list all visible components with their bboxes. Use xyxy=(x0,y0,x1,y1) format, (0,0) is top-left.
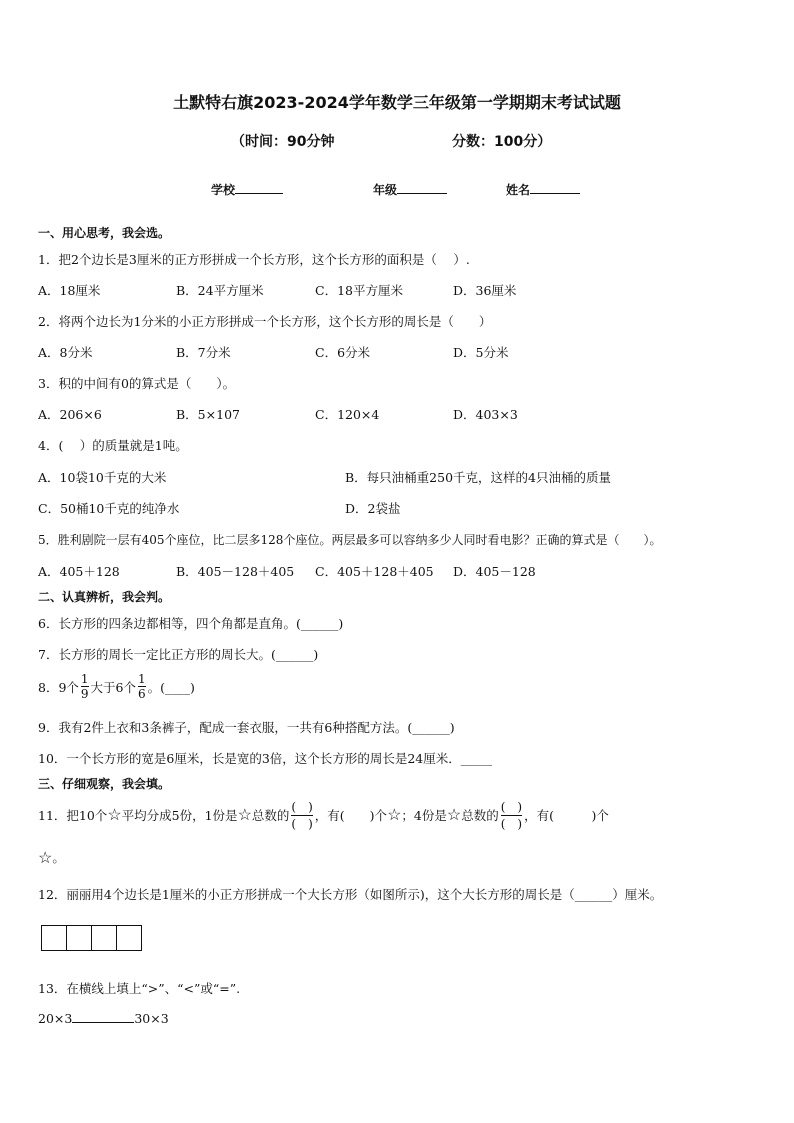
fraction-denominator: ( ) xyxy=(291,816,313,831)
q3-option-a: A．206×6 xyxy=(38,407,102,422)
q11-text-a: 11．把10个 xyxy=(38,808,108,823)
q4-option-c: C．50桶10千克的纯净水 xyxy=(38,501,180,516)
section-2-heading: 二、认真辨析，我会判。 xyxy=(38,590,171,604)
time-limit: （时间：90分钟 xyxy=(231,134,335,150)
fraction-denominator: 9 xyxy=(80,687,89,701)
fraction-blank xyxy=(291,799,312,832)
four-square-rectangle xyxy=(42,925,142,951)
question-11 xyxy=(38,795,609,835)
unit-square xyxy=(41,925,67,951)
question-1: 1．把2个边长是3厘米的正方形拼成一个长方形，这个长方形的面积是（ ）. xyxy=(38,252,470,267)
q1-option-c: C．18平方厘米 xyxy=(315,283,403,298)
unit-square xyxy=(116,925,142,951)
q11-text-d: ，有( )个 xyxy=(314,808,388,823)
q2-option-c: C．6分米 xyxy=(315,345,371,360)
q11-text-g: ，有( )个 xyxy=(524,808,609,823)
total-score: 分数：100分） xyxy=(452,134,552,150)
q2-option-a: A．8分米 xyxy=(38,345,93,360)
q1-option-a: A．18厘米 xyxy=(38,283,101,298)
question-4: 4．( ）的质量就是1吨。 xyxy=(38,438,188,453)
question-8 xyxy=(38,672,195,701)
q8-text-a: 8．9个 xyxy=(38,679,79,695)
fraction-numerator: ( ) xyxy=(291,799,313,814)
unit-square xyxy=(66,925,92,951)
q11-text-f: 总数的 xyxy=(461,808,499,823)
q11-text-c: 总数的 xyxy=(251,808,290,823)
question-10: 10．一个长方形的宽是6厘米，长是宽的3倍，这个长方形的周长是24厘米．_____ xyxy=(38,751,492,766)
star-icon: ☆ xyxy=(446,805,462,824)
q3-option-c: C．120×4 xyxy=(315,407,380,422)
section-3-heading: 三、仔细观察，我会填。 xyxy=(38,777,171,791)
question-6: 6．长方形的四条边都相等，四个角都是直角。(______) xyxy=(38,616,344,631)
unit-square xyxy=(91,925,117,951)
fraction-one-sixth xyxy=(138,672,146,701)
school-label: 学校 xyxy=(211,183,236,197)
name-label: 姓名 xyxy=(506,183,531,197)
fraction-numerator: 1 xyxy=(138,672,146,686)
star-icon: ☆ xyxy=(38,848,53,867)
q13-left-expression: 20×3 xyxy=(38,1011,73,1026)
q2-option-d: D．5分米 xyxy=(453,345,509,360)
fraction-numerator: ( ) xyxy=(500,799,523,814)
star-icon: ☆ xyxy=(107,805,122,824)
q11-text-b: 平均分成5份，1份是 xyxy=(121,808,238,823)
q3-option-d: D．403×3 xyxy=(453,407,518,422)
q5-option-a: A．405＋128 xyxy=(38,564,120,579)
question-3: 3．积的中间有0的算式是（ ）。 xyxy=(38,376,236,391)
q5-option-b: B．405－128＋405 xyxy=(176,564,295,579)
question-13: 13．在横线上填上“>”、“<”或“=”. xyxy=(38,981,241,996)
star-icon: ☆ xyxy=(237,805,252,824)
fraction-blank xyxy=(501,799,522,832)
q13-comparison xyxy=(38,1010,169,1026)
section-1-heading: 一、用心思考，我会选。 xyxy=(38,226,171,240)
fraction-denominator: 6 xyxy=(138,687,146,701)
q5-option-c: C．405＋128＋405 xyxy=(315,564,434,579)
q4-option-b: B．每只油桶重250千克，这样的4只油桶的质量 xyxy=(345,470,611,485)
question-12: 12．丽丽用4个边长是1厘米的小正方形拼成一个大长方形（如图所示)，这个大长方形的周长是（______）厘米。 xyxy=(38,887,663,902)
q4-option-a: A．10袋10千克的大米 xyxy=(38,470,167,485)
q1-option-b: B．24平方厘米 xyxy=(176,283,264,298)
grade-field xyxy=(373,181,447,198)
q1-option-d: D．36厘米 xyxy=(453,283,517,298)
answer-blank[interactable] xyxy=(72,1010,134,1023)
question-9: 9．我有2件上衣和3条裤子，配成一套衣服，一共有6种搭配方法。(______) xyxy=(38,720,455,735)
q4-option-d: D．2袋盐 xyxy=(345,501,401,516)
q8-text-c: 。(____) xyxy=(147,679,195,695)
q13-right-expression: 30×3 xyxy=(134,1011,169,1026)
question-5: 5．胜利剧院一层有405个座位，比二层多128个座位。两层最多可以容纳多少人同时看电影？正确的算式是（ ）。 xyxy=(38,533,662,547)
fraction-numerator: 1 xyxy=(80,672,89,686)
name-field xyxy=(506,181,580,198)
question-2: 2．将两个边长为1分米的小正方形拼成一个长方形，这个长方形的周长是（ ） xyxy=(38,314,492,329)
fraction-one-ninth xyxy=(81,672,89,701)
q2-option-b: B．7分米 xyxy=(176,345,231,360)
grade-label: 年级 xyxy=(373,183,398,197)
q11-tail-text: 。 xyxy=(52,850,65,865)
q5-option-d: D．405－128 xyxy=(453,564,536,579)
q8-text-b: 大于6个 xyxy=(90,679,136,695)
page-title: 土默特右旗2023-2024学年数学三年级第一学期期末考试试题 xyxy=(173,93,621,112)
star-icon: ☆ xyxy=(387,805,402,824)
fraction-denominator: ( ) xyxy=(500,816,523,831)
q3-option-b: B．5×107 xyxy=(176,407,240,422)
question-7: 7．长方形的周长一定比正方形的周长大。(______) xyxy=(38,647,319,662)
q11-text-e: ；4份是 xyxy=(401,808,447,823)
question-11-tail xyxy=(38,848,65,866)
school-field xyxy=(211,181,283,198)
